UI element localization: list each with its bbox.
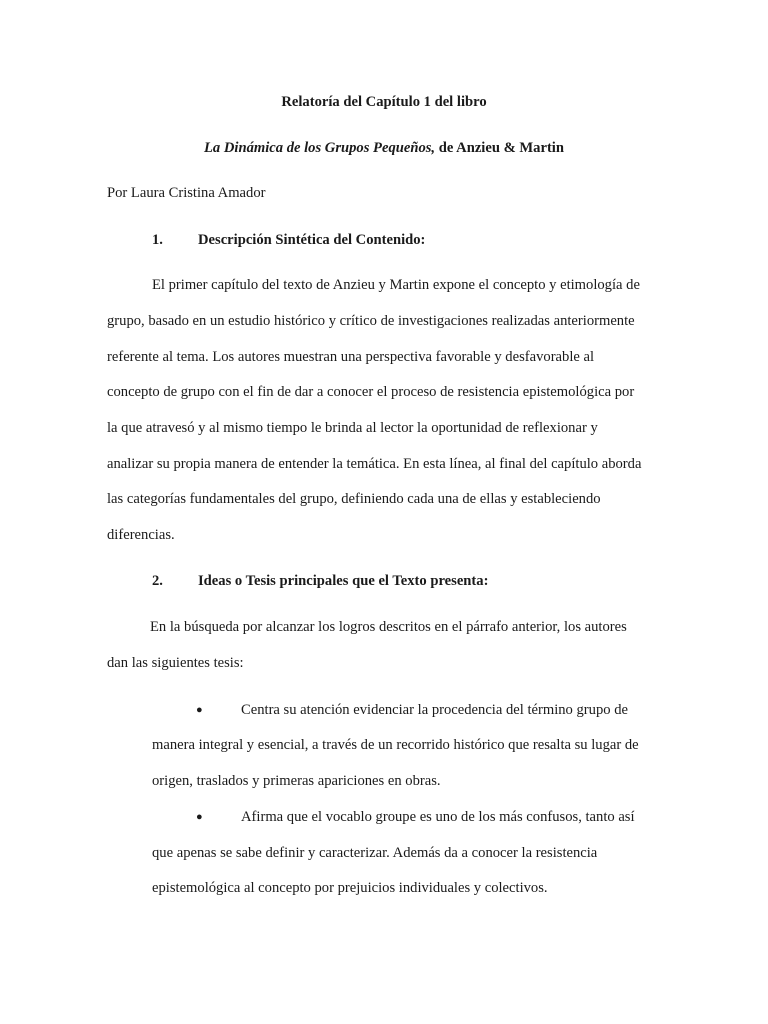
bullet-icon: ● bbox=[196, 811, 203, 823]
section-2-heading: Ideas o Tesis principales que el Texto presenta: bbox=[198, 573, 489, 589]
section-2-number: 2. bbox=[152, 573, 163, 589]
document-title: Relatoría del Capítulo 1 del libro bbox=[281, 94, 487, 110]
author-line: Por Laura Cristina Amador bbox=[107, 185, 266, 201]
bullet-line: origen, traslados y primeras apariciones en obras. bbox=[152, 773, 441, 789]
paragraph-line: El primer capítulo del texto de Anzieu y Martin expone el concepto y etimología de bbox=[152, 277, 640, 293]
paragraph-line: concepto de grupo con el fin de dar a conocer el proceso de resistencia epistemológica por bbox=[107, 384, 635, 400]
paragraph-line: En la búsqueda por alcanzar los logros descritos en el párrafo anterior, los autores bbox=[150, 619, 627, 635]
bullet-icon: ● bbox=[196, 704, 203, 716]
bullet-line: manera integral y esencial, a través de un recorrido histórico que resalta su lugar de bbox=[152, 737, 639, 753]
bullet-line: epistemológica al concepto por prejuicios individuales y colectivos. bbox=[152, 880, 548, 896]
paragraph-line: la que atravesó y al mismo tiempo le brinda al lector la oportunidad de reflexionar y bbox=[107, 420, 598, 436]
bullet-line: Centra su atención evidenciar la procedencia del término grupo de bbox=[241, 702, 628, 718]
paragraph-line: las categorías fundamentales del grupo, definiendo cada una de ellas y estableciendo bbox=[107, 491, 601, 507]
paragraph-line: analizar su propia manera de entender la temática. En esta línea, al final del capítulo aborda bbox=[107, 456, 642, 472]
bullet-line: Afirma que el vocablo groupe es uno de los más confusos, tanto así bbox=[241, 809, 635, 825]
section-1-heading: Descripción Sintética del Contenido: bbox=[198, 232, 426, 248]
book-title-line bbox=[0, 138, 768, 158]
book-title: La Dinámica de los Grupos Pequeños, bbox=[204, 140, 436, 156]
paragraph-line: referente al tema. Los autores muestran una perspectiva favorable y desfavorable al bbox=[107, 349, 595, 365]
section-1-number: 1. bbox=[152, 232, 163, 248]
paragraph-line: grupo, basado en un estudio histórico y crítico de investigaciones realizadas anteriormente bbox=[107, 313, 635, 329]
book-authors: de Anzieu & Martin bbox=[435, 140, 564, 156]
bullet-line: que apenas se sabe definir y caracterizar. Además da a conocer la resistencia bbox=[152, 845, 598, 861]
paragraph-line: dan las siguientes tesis: bbox=[107, 655, 244, 671]
paragraph-line: diferencias. bbox=[107, 527, 175, 543]
